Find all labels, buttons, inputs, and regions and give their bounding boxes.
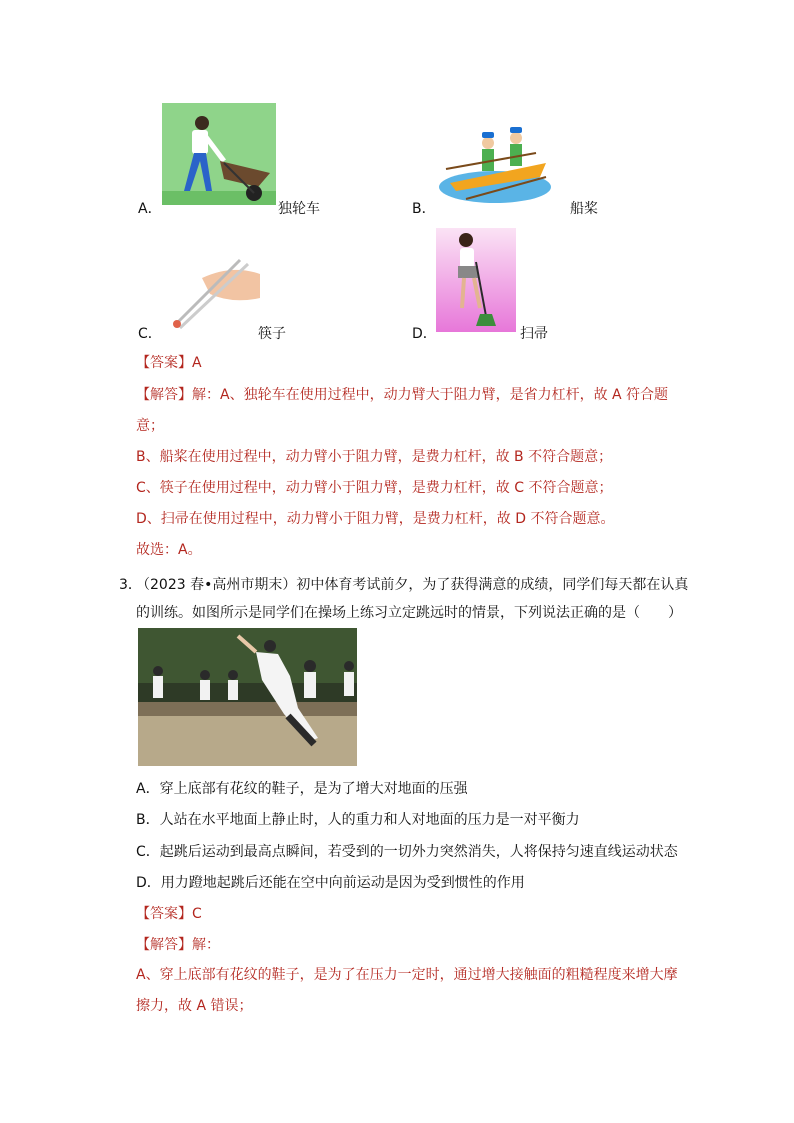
question-3-line2: 的训练。如图所示是同学们在操场上练习立定跳远时的情景，下列说法正确的是（ ） — [136, 605, 682, 621]
analysis-q3-line1: A、穿上底部有花纹的鞋子，是为了在压力一定时，通过增大接触面的粗糙程度来增大摩 — [136, 967, 678, 983]
analysis-q2-line1 — [136, 386, 668, 404]
boat-oar-image — [436, 125, 554, 207]
option-d-label: 扫帚 — [520, 326, 548, 342]
analysis-q3-line2: 擦力，故 A 错误； — [136, 998, 253, 1014]
answer-tag: 【答案】 — [136, 355, 192, 371]
answer-value: A — [192, 355, 202, 371]
answer-q3 — [136, 905, 202, 923]
option-c-letter: C． — [138, 326, 162, 342]
q3-option-c: C．起跳后运动到最高点瞬间，若受到的一切外力突然消失，人将保持匀速直线运动状态 — [136, 844, 678, 860]
question-3-number: 3． — [119, 577, 142, 593]
q3-option-a: A．穿上底部有花纹的鞋子，是为了增大对地面的压强 — [136, 781, 468, 797]
analysis-text: 解：A、独轮车在使用过程中，动力臂大于阻力臂，是省力杠杆，故 A 符合题 — [192, 387, 669, 403]
analysis-tag: 【解答】 — [136, 387, 192, 403]
analysis-q2-line4: C、筷子在使用过程中，动力臂小于阻力臂，是费力杠杆，故 C 不符合题意； — [136, 480, 613, 496]
option-b-label: 船桨 — [570, 201, 598, 217]
choice-q2: 故选：A。 — [136, 542, 202, 558]
long-jump-photo — [138, 628, 357, 766]
analysis-q3-head — [136, 936, 220, 954]
option-b-letter: B． — [412, 201, 436, 217]
answer-tag: 【答案】 — [136, 906, 192, 922]
broom-image — [436, 228, 516, 332]
analysis-q2-line5: D、扫帚在使用过程中，动力臂小于阻力臂，是费力杠杆，故 D 不符合题意。 — [136, 511, 615, 527]
wheelbarrow-image — [162, 103, 276, 205]
answer-value: C — [192, 906, 202, 922]
option-a-label: 独轮车 — [278, 201, 320, 217]
q3-option-b: B．人站在水平地面上静止时，人的重力和人对地面的压力是一对平衡力 — [136, 812, 580, 828]
analysis-q2-line3: B、船桨在使用过程中，动力臂小于阻力臂，是费力杠杆，故 B 不符合题意； — [136, 449, 613, 465]
analysis-text: 解： — [192, 937, 220, 953]
option-c-label: 筷子 — [258, 326, 286, 342]
chopsticks-image — [162, 258, 262, 330]
option-d-letter: D． — [412, 326, 437, 342]
analysis-q2-line2: 意； — [136, 418, 164, 434]
analysis-tag: 【解答】 — [136, 937, 192, 953]
answer-q2 — [136, 354, 202, 372]
q3-option-d: D．用力蹬地起跳后还能在空中向前运动是因为受到惯性的作用 — [136, 875, 525, 891]
option-a-letter: A． — [138, 201, 162, 217]
question-3-line1: （2023 春•高州市期末）初中体育考试前夕，为了获得满意的成绩，同学们每天都在认真 — [136, 577, 689, 593]
